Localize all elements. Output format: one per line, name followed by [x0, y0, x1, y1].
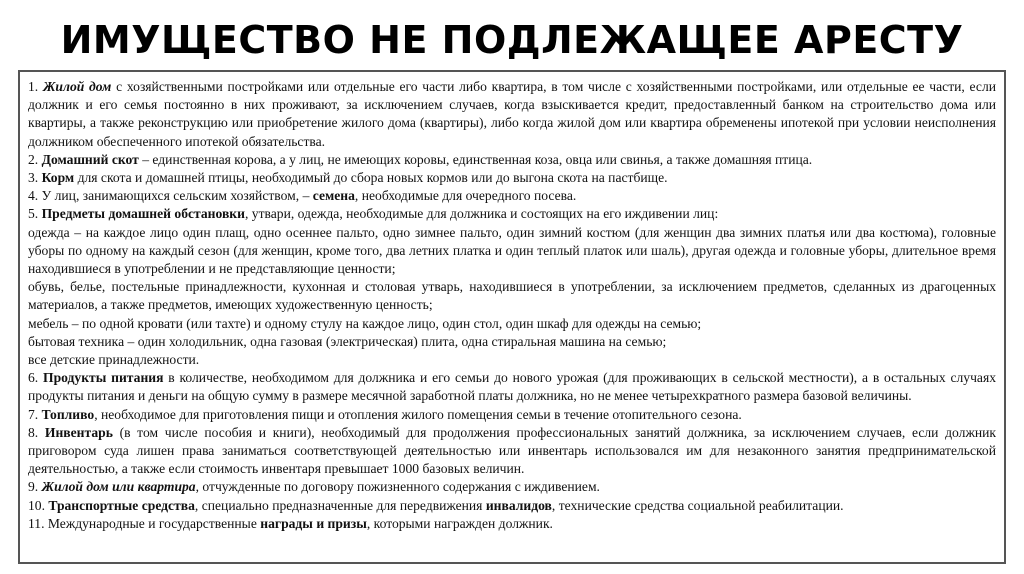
list-item [28, 515, 996, 533]
list-item [28, 478, 996, 496]
item-keyword: Инвентарь [44, 424, 113, 440]
item-number: 7. [28, 406, 42, 422]
item-number: 2. [28, 151, 42, 167]
item-text: (в том числе пособия и книги), необходимый для продолжения профессиональных занятий должника, за исключением случаев, если должник приговором суда лишен права заниматься соответствующей деятельностью или инвентарь использовался им для незаконного занятия предпринимательской деятельностью, а также если стоимость инвентаря превышает 1000 базовых величин. [28, 424, 996, 477]
item-number: 1. [28, 79, 43, 94]
item-keyword: Предметы домашней обстановки [41, 206, 245, 222]
item-number: 6. [28, 370, 43, 386]
item-text: , необходимое для приготовления пищи и отопления жилого помещения семьи в течение отопительного сезона. [94, 406, 742, 422]
item-number: 3. [28, 170, 42, 186]
page-title: ИМУЩЕСТВО НЕ ПОДЛЕЖАЩЕЕ АРЕСТУ [60, 18, 964, 62]
item-text: бытовая техника – один холодильник, одна газовая (электрическая) плита, одна стиральная машина на семью; [28, 333, 667, 349]
item-keyword: Корм [41, 170, 75, 186]
list-item [28, 278, 996, 314]
item-number: 5. [28, 206, 42, 222]
list-item [28, 351, 996, 369]
item-keyword: Домашний скот [41, 151, 139, 167]
item-number: 10. [28, 497, 49, 513]
item-text: в количестве, необходимом для должника и его семьи до нового урожая (для проживающих в сельской местности), а в остальных случаях продукты питания и деньги на общую сумму в размере месячной заработной платы должника, но не менее четырехкратного размера базовой величины. [28, 370, 997, 404]
item-keyword: Продукты питания [43, 370, 164, 386]
list-item [28, 333, 996, 351]
item-number: 9. [28, 479, 42, 495]
item-keyword: семена [312, 188, 355, 204]
list-item [28, 205, 996, 223]
item-text: , необходимые для очередного посева. [354, 188, 577, 204]
item-text: одежда – на каждое лицо один плащ, одно осеннее пальто, одно зимнее пальто, один зимний костюм (для женщин два зимних платья или два костюма), головные уборы по одному на каждый сезон (для женщин, кроме того, два летних платка и один теплый платок или шаль), другая одежда и головные уборы, длительное время находившиеся в употреблении и не представляющие ценности; [28, 224, 996, 277]
item-text: , специально предназначенные для передвижения [194, 497, 486, 513]
item-text: для скота и домашней птицы, необходимый до сбора новых кормов или до выгона скота на пастбище. [74, 170, 668, 186]
list-item [28, 224, 996, 279]
item-text: , отчужденные по договору пожизненного содержания с иждивением. [195, 479, 600, 495]
item-text: , которыми награжден должник. [366, 515, 553, 531]
item-number: 8. [28, 424, 45, 440]
item-text: мебель – по одной кровати (или тахте) и одному стулу на каждое лицо, один стол, один шкаф для одежды на семью; [28, 315, 702, 331]
list-item [28, 497, 996, 515]
list-item [28, 169, 996, 187]
content-box [18, 70, 1006, 564]
list-item [28, 315, 996, 333]
item-keyword: Топливо [41, 406, 95, 422]
list-item [28, 369, 996, 405]
content-text [28, 78, 996, 533]
item-text: , утвари, одежда, необходимые для должника и состоящих на его иждивении лиц: [244, 206, 719, 222]
item-text: Международные и государственные [47, 515, 261, 531]
item-keyword: Жилой дом [42, 79, 112, 94]
item-number: 4. [28, 188, 42, 204]
list-item [28, 151, 996, 169]
list-item [28, 406, 996, 424]
item-number: 11. [28, 515, 48, 531]
item-text: обувь, белье, постельные принадлежности, кухонная и столовая утварь, находившиеся в употреблении, за исключением предметов, сделанных из драгоценных материалов, а также предметов, имеющих художественную ценность; [28, 279, 996, 313]
item-text: с хозяйственными постройками или отдельные его части либо квартира, в том числе с хозяйственными постройками, или отдельные ее части, если должник и его семья постоянно в них проживают, за исключением случаев, когда взыскивается кредит, предоставленный банком на строительство дома или квартиры, а также реконструкцию или приобретение жилого дома (квартиры), либо когда жилой дом или квартира обременены ипотекой при условии неисполнения должником обеспеченного ипотекой обязательства. [28, 79, 997, 149]
item-text: все детские принадлежности. [28, 352, 200, 368]
item-keyword: награды и призы [260, 515, 367, 531]
item-text: – единственная корова, а у лиц, не имеющих коровы, единственная коза, овца или свинья, а также домашняя птица. [138, 151, 813, 167]
list-item [28, 424, 996, 479]
item-keyword: Транспортные средства [48, 497, 195, 513]
item-keyword: Жилой дом или квартира [41, 479, 196, 495]
slide [18, 10, 1006, 564]
list-item [28, 78, 996, 151]
item-text: У лиц, занимающихся сельским хозяйством, – [41, 188, 313, 204]
item-text: , технические средства социальной реабилитации. [551, 497, 844, 513]
item-keyword: инвалидов [485, 497, 552, 513]
list-item [28, 187, 996, 205]
